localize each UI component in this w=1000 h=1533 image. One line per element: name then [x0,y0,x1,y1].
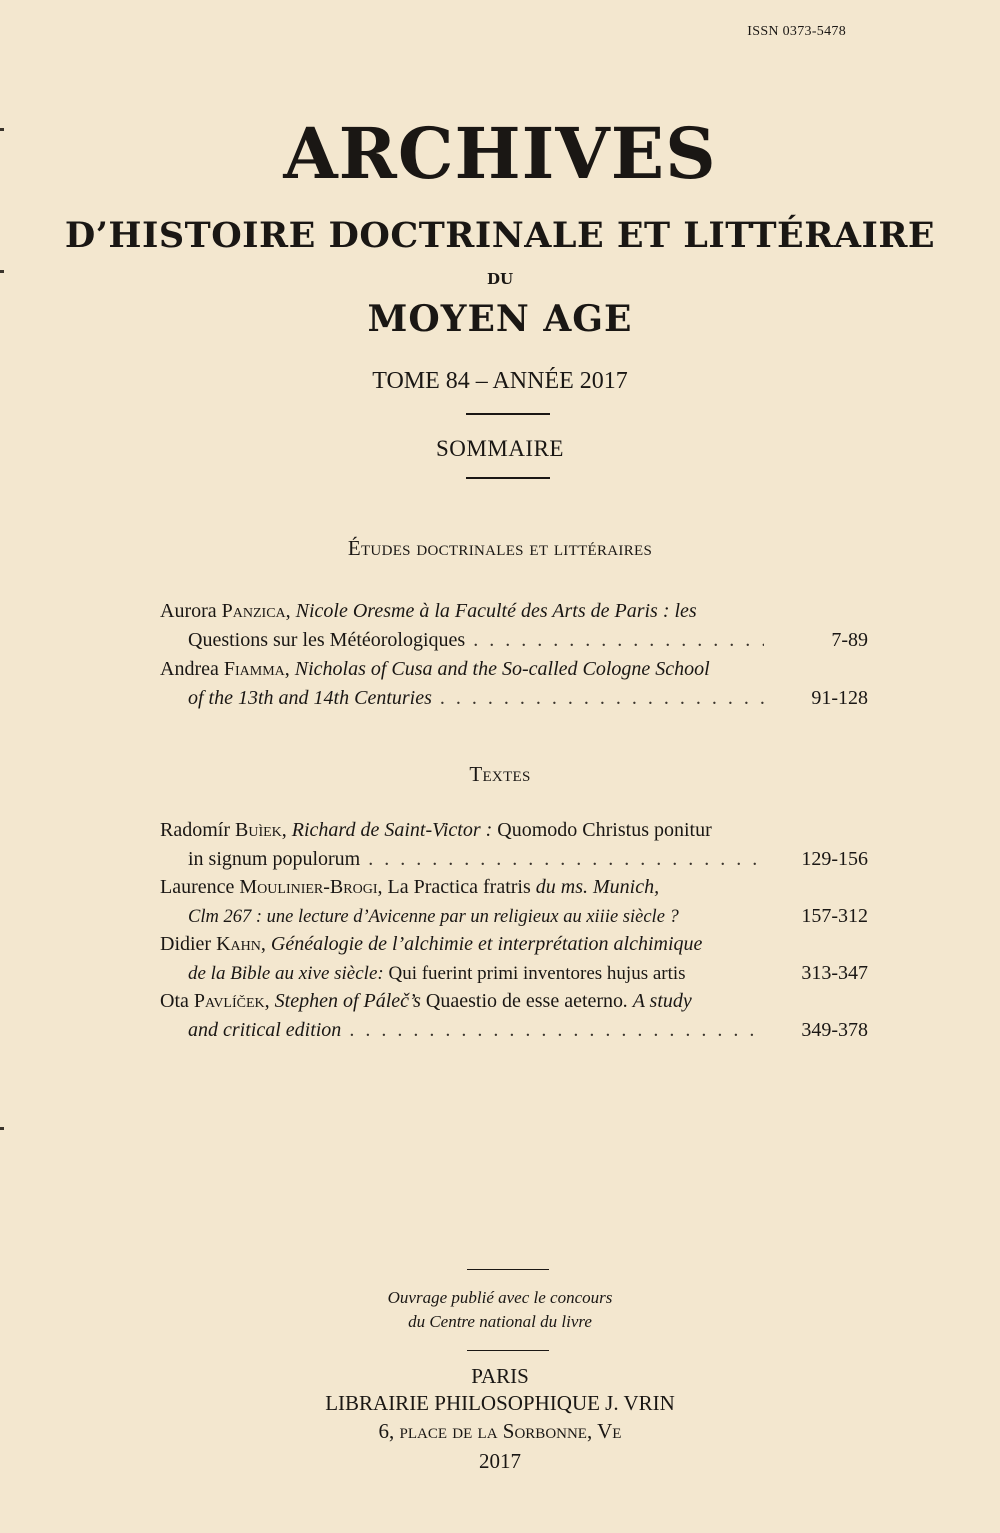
toc-entry [160,930,868,988]
article-title-cont: in signum populorum [188,848,361,870]
journal-title-du: DU [486,270,514,288]
author-last: Panzica [221,600,286,622]
edge-mark [0,1127,4,1130]
support-note-line1: Ouvrage publié avec le concours [387,1288,613,1307]
author-last: Pavlíček [193,990,265,1012]
article-title: Richard de Saint-Victor : [291,819,493,841]
journal-title-sub: D’HISTOIRE DOCTRINALE ET LITTÉRAIRE [64,215,936,256]
author-first: Ota [160,990,194,1012]
article-title-cont: Questions sur les Météorologiques [188,629,466,651]
page-range: 129-156 [801,848,868,870]
journal-title-moyen: MOYEN AGE [367,298,633,340]
article-title: du ms. Munich, [535,876,660,898]
toc-entry-line1: Didier Kahn, Généalogie de l’alchimie et interprétation alchimique [160,933,703,955]
section-heading-textes: Textes [469,762,531,786]
leader-dots [368,845,764,874]
contents-heading: SOMMAIRE [436,436,564,461]
toc-entry-line2 [160,1016,868,1045]
publisher-name: LIBRAIRIE PHILOSOPHIQUE J. VRIN [325,1391,675,1415]
article-title-cont: and critical edition [188,1019,342,1041]
author-last: Moulinier-Brogi [239,876,378,898]
toc-entry [160,597,868,655]
toc-entry-line1: Laurence Moulinier-Brogi, La Practica fratris du ms. Munich, [160,876,660,898]
toc-entry-line2 [160,959,868,988]
article-title: Stephen of Páleč’s [274,990,421,1012]
toc-entry-line1: Radomír Buìek, Richard de Saint-Victor : Quomodo Christus ponitur [160,819,712,841]
toc-entry [160,816,868,874]
divider [466,477,550,479]
leader-dots [349,1016,764,1045]
toc-entry [160,987,868,1045]
author-last: Kahn [216,933,261,955]
toc-entry-line2 [160,902,868,931]
page-range: 313-347 [801,962,868,984]
issn: ISSN 0373-5478 [747,24,846,39]
author-first: Andrea [160,658,224,680]
article-title-roman: Quaestio de esse aeterno [420,990,624,1012]
toc-entry-line1: Aurora Panzica, Nicole Oresme à la Faculté des Arts de Paris : les [160,600,697,622]
leader-dots [440,684,764,713]
section-heading-etudes: Études doctrinales et littéraires [347,536,653,560]
leader-dots [473,626,764,655]
page-range: 349-378 [801,1019,868,1041]
divider [467,1350,549,1351]
publisher-city: PARIS [471,1364,529,1388]
volume-year: TOME 84 – ANNÉE 2017 [372,368,628,394]
toc-entry-line2 [160,626,868,655]
divider [467,1269,549,1270]
article-title-roman: Quomodo Christus ponitur [492,819,712,841]
page-range: 7-89 [831,629,868,651]
article-title-cont: Clm 267 : une lecture d’Avicenne par un religieux au xiiie siècle ? [188,907,679,927]
article-title-cont: of the 13th and 14th Centuries [188,687,432,709]
author-first: Radomír [160,819,235,841]
author-first: Laurence [160,876,240,898]
toc-entry-line2 [160,684,868,713]
toc-entry-line1: Andrea Fiamma, Nicholas of Cusa and the So-called Cologne School [160,658,710,680]
author-last: Fiamma [223,658,285,680]
toc-entry [160,873,868,931]
author-last: Buìek [235,819,282,841]
publication-year: 2017 [479,1449,521,1473]
support-note-line2: du Centre national du livre [408,1312,592,1331]
article-title: Généalogie de l’alchimie et interprétation alchimique [270,933,703,955]
page-range: 157-312 [801,905,868,927]
article-title: Nicole Oresme à la Faculté des Arts de Paris : les [295,600,697,622]
toc-entry [160,655,868,713]
article-title-roman: La Practica fratris [387,876,536,898]
article-title: Nicholas of Cusa and the So-called Cologne School [294,658,710,680]
article-title-roman: Qui fuerint primi inventores hujus artis [383,963,686,984]
article-title-suffix: . A study [623,990,692,1012]
journal-title-main: ARCHIVES [283,112,717,195]
article-title-cont: de la Bible au xive siècle: [188,963,384,984]
author-first: Didier [160,933,217,955]
toc-entry-line1: Ota Pavlíček, Stephen of Páleč’s Quaestio de esse aeterno. A study [160,990,692,1012]
divider [466,413,550,415]
publisher-address: 6, place de la Sorbonne, Ve [378,1419,622,1443]
author-first: Aurora [160,600,222,622]
page-range: 91-128 [811,687,868,709]
toc-entry-line2 [160,845,868,874]
